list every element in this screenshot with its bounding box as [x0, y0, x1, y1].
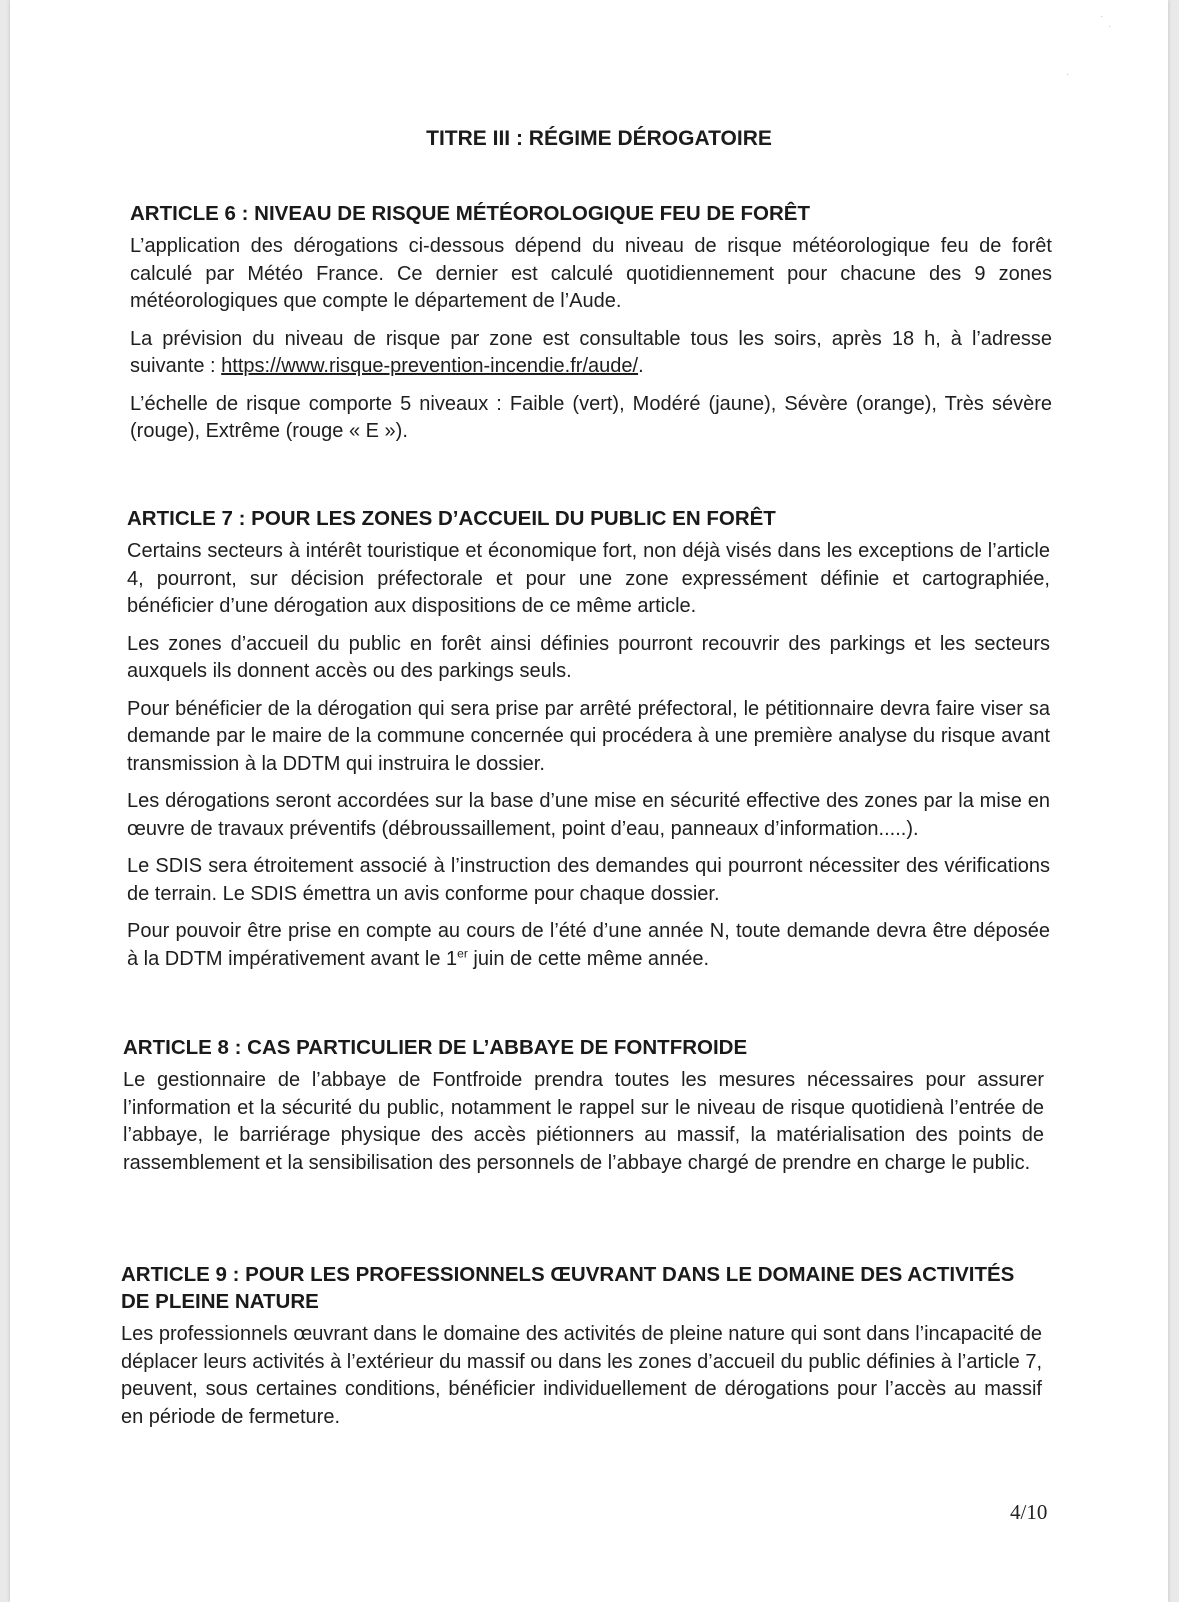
article-7-paragraph: Certains secteurs à intérêt touristique et économique fort, non déjà visés dans les exceptions de l’article 4, pourront, sur décision préfectorale et pour une zone expressément définie et cartographiée, bénéficier d’une dérogation aux dispositions de ce même article.: [127, 540, 1050, 617]
article-9: [121, 1261, 1042, 1441]
article-7-paragraph-deadline: [127, 918, 1050, 973]
page-number: 4/10: [1010, 1500, 1048, 1524]
article-7-heading: ARTICLE 7 : POUR LES ZONES D’ACCUEIL DU PUBLIC EN FORÊT: [127, 507, 776, 530]
article-7: [127, 505, 1050, 983]
article-7-paragraph: Pour bénéficier de la dérogation qui sera prise par arrêté préfectoral, le pétitionnaire devra faire viser sa demande par le maire de la commune concernée qui procédera à une première analyse du risque avant transmission à la DDTM qui instruira le dossier.: [127, 697, 1050, 775]
scan-speck: ·: [1100, 11, 1104, 22]
ordinal-superscript: er: [457, 945, 468, 960]
article-9-paragraph: Les professionnels œuvrant dans le domaine des activités de pleine nature qui sont dans l’incapacité de déplacer leurs activités à l’extérieur du massif ou dans les zones d’accueil du public définies à l’article 7, peuvent, sous certaines conditions, bénéficier individuellement de dérogations pour l’accès au massif en période de fermeture.: [121, 1323, 1042, 1428]
document-page: [10, 0, 1168, 1602]
article-7-paragraph: Les zones d’accueil du public en forêt ainsi définies pourront recouvrir des parkings et les secteurs auxquels ils donnent accès ou des parkings seuls.: [127, 632, 1050, 682]
article-7-paragraph: Les dérogations seront accordées sur la base d’une mise en sécurité effective des zones par la mise en œuvre de travaux préventifs (débroussaillement, point d’eau, panneaux d’information.....).: [127, 790, 1050, 840]
document-title: TITRE III : RÉGIME DÉROGATOIRE: [426, 127, 772, 150]
risk-forecast-link[interactable]: https://www.risque-prevention-incendie.fr/aude/: [221, 355, 639, 377]
article-8-heading: ARTICLE 8 : CAS PARTICULIER DE L’ABBAYE DE FONTFROIDE: [123, 1036, 748, 1059]
article-8: [123, 1034, 1044, 1187]
article-9-heading: ARTICLE 9 : POUR LES PROFESSIONNELS ŒUVRANT DANS LE DOMAINE DES ACTIVITÉS DE PLEINE NATURE: [121, 1263, 1015, 1313]
scan-speck: ·: [1108, 21, 1112, 32]
paragraph-text: Pour pouvoir être prise en compte au cours de l’été d’une année N, toute demande devra être déposée à la DDTM impérativement avant le 1: [127, 920, 1050, 970]
article-6-paragraph-link: [130, 326, 1052, 381]
article-6-paragraph: L’application des dérogations ci-dessous dépend du niveau de risque météorologique feu de forêt calculé par Météo France. Ce dernier est calculé quotidiennement pour chacune des 9 zones météorologiques que compte le département de l’Aude.: [130, 235, 1052, 312]
paragraph-text: juin de cette même année.: [467, 947, 710, 970]
article-7-paragraph: Le SDIS sera étroitement associé à l’instruction des demandes qui pourront nécessiter des vérifications de terrain. Le SDIS émettra un avis conforme pour chaque dossier.: [127, 855, 1050, 905]
paragraph-text: La prévision du niveau de risque par zone est consultable tous les soirs, après 18 h, à l’adresse suivante :: [130, 327, 1052, 377]
scan-speck: ·: [1066, 69, 1070, 80]
article-6-paragraph: L’échelle de risque comporte 5 niveaux : Faible (vert), Modéré (jaune), Sévère (orange), Très sévère (rouge), Extrême (rouge « E »).: [130, 392, 1052, 442]
article-6-heading: ARTICLE 6 : NIVEAU DE RISQUE MÉTÉOROLOGIQUE FEU DE FORÊT: [130, 202, 810, 225]
article-8-paragraph: Le gestionnaire de l’abbaye de Fontfroide prendra toutes les mesures nécessaires pour assurer l’information et la sécurité du public, notamment le rappel sur le niveau de risque quotidienà l’entrée de l’abbaye, le barriérage physique des accès piétionners au massif, la matérialisation des points de rassemblement et la sensibilisation des personnels de l’abbaye chargé de prendre en charge le public.: [123, 1069, 1044, 1174]
paragraph-text: .: [638, 355, 644, 377]
article-6: [130, 200, 1052, 456]
